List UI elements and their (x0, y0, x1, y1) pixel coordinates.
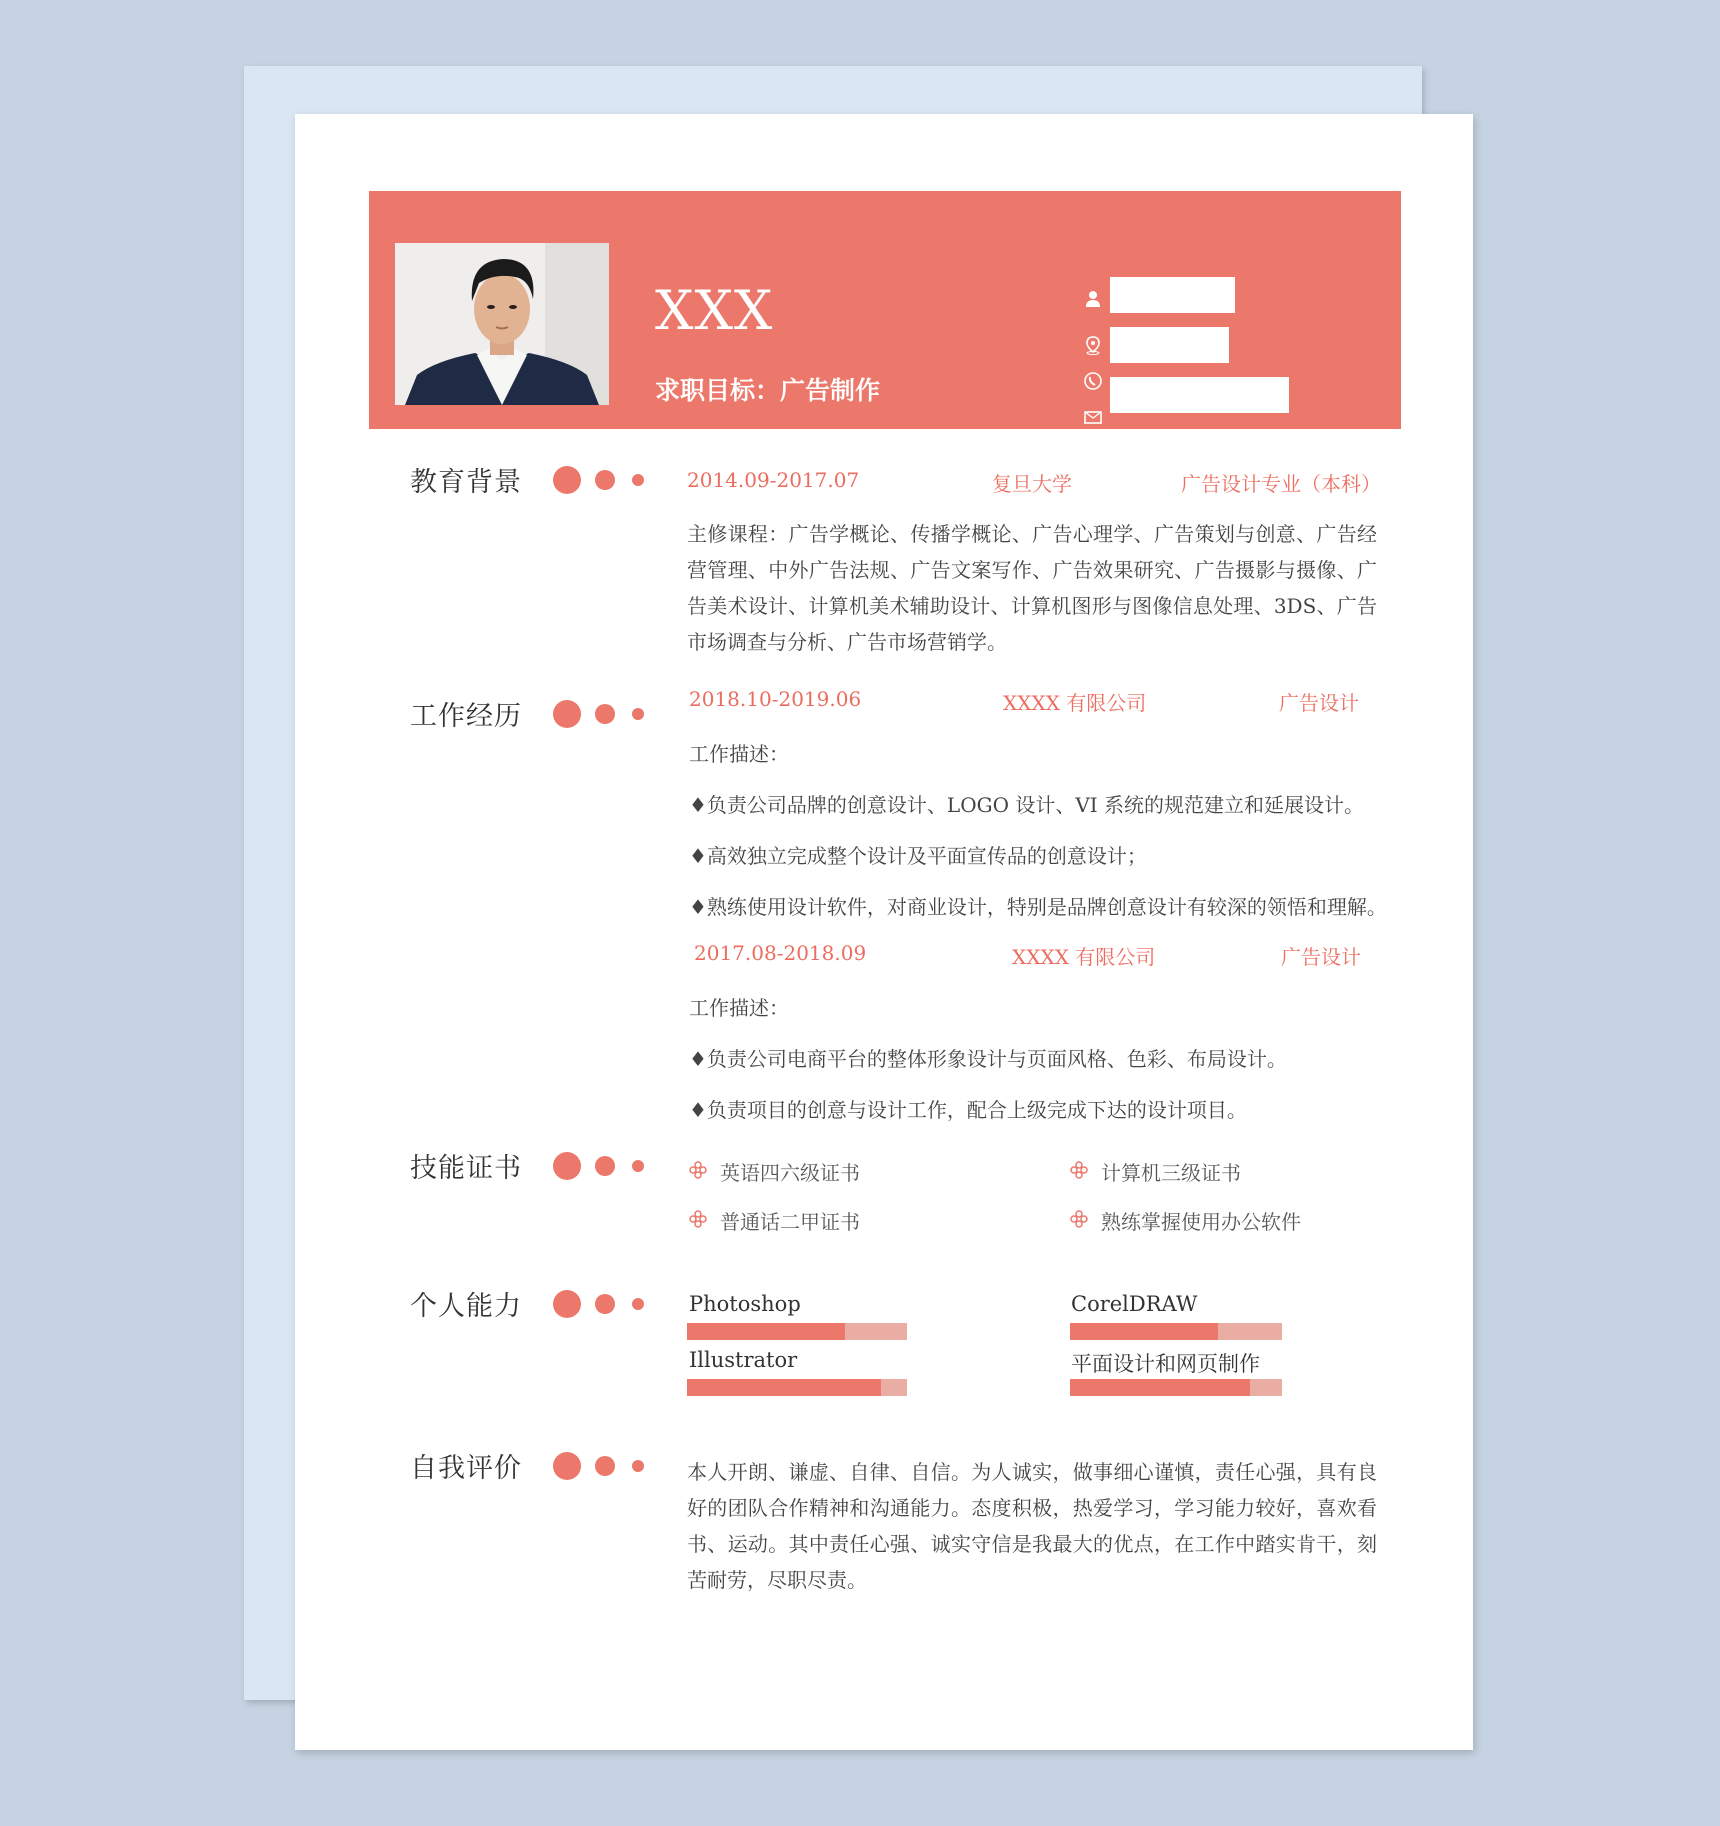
work-role: 广告设计 (1281, 945, 1361, 969)
section-dot (632, 474, 644, 486)
contact-field-address (1110, 327, 1229, 363)
location-icon (1083, 335, 1103, 355)
work-company: XXXX 有限公司 (1003, 691, 1147, 715)
work-company: XXXX 有限公司 (1012, 945, 1156, 969)
work-role: 广告设计 (1279, 691, 1359, 715)
section-title-ability: 个人能力 (410, 1291, 522, 1322)
section-dot (553, 1452, 581, 1480)
profile-photo (395, 243, 609, 405)
cert-item: 熟练掌握使用办公软件 (1101, 1210, 1301, 1234)
ability-name: Photoshop (689, 1292, 801, 1316)
section-dot (632, 1460, 644, 1472)
candidate-name: XXX (655, 279, 774, 342)
self-evaluation: 本人开朗、谦虚、自律、自信。为人诚实，做事细心谨慎，责任心强，具有良好的团队合作精神和沟通能力。态度积极，热爱学习，学习能力较好，喜欢看书、运动。其中责任心强、诚实守信是我最大的优点，在工作中踏实肯干，刻苦耐劳，尽职尽责。 (687, 1460, 1377, 1592)
work-item: ♦负责公司品牌的创意设计、LOGO 设计、VI 系统的规范建立和延展设计。 (689, 793, 1365, 817)
section-dot (632, 1298, 644, 1310)
section-title-work: 工作经历 (410, 701, 522, 732)
section-title-self: 自我评价 (410, 1453, 522, 1484)
education-courses: 主修课程：广告学概论、传播学概论、广告心理学、广告策划与创意、广告经营管理、中外广告法规、广告文案写作、广告效果研究、广告摄影与摄像、广告美术设计、计算机美术辅助设计、计算机图形与图像信息处理、3DS、广告市场调查与分析、广告市场营销学。 (687, 522, 1377, 654)
ability-bar (1070, 1323, 1282, 1340)
phone-icon (1083, 371, 1103, 391)
cert-item: 计算机三级证书 (1101, 1161, 1241, 1185)
cert-item: 普通话二甲证书 (720, 1210, 860, 1234)
flower-icon (688, 1209, 708, 1229)
job-target: 求职目标：广告制作 (655, 376, 881, 405)
section-dot (632, 708, 644, 720)
cert-item: 英语四六级证书 (720, 1161, 860, 1185)
ability-name: CorelDRAW (1071, 1292, 1198, 1316)
education-major: 广告设计专业（本科） (1181, 472, 1381, 496)
flower-icon (1069, 1160, 1089, 1180)
section-dot (553, 700, 581, 728)
contact-field-phone (1110, 377, 1289, 413)
mail-icon (1083, 407, 1103, 427)
section-dot (553, 1290, 581, 1318)
section-dot (595, 704, 615, 724)
ability-bar-fill (687, 1323, 845, 1340)
section-title-skills: 技能证书 (410, 1153, 522, 1184)
ability-bar (1070, 1379, 1282, 1396)
ability-bar-fill (1070, 1379, 1250, 1396)
ability-bar (687, 1379, 907, 1396)
work-desc-title: 工作描述： (689, 742, 789, 766)
section-title-education: 教育背景 (410, 467, 522, 498)
flower-icon (1069, 1209, 1089, 1229)
ability-name: Illustrator (689, 1348, 798, 1372)
education-period: 2014.09-2017.07 (687, 468, 860, 492)
section-dot (595, 1156, 615, 1176)
section-dot (632, 1160, 644, 1172)
work-period: 2017.08-2018.09 (694, 941, 867, 965)
work-desc-title: 工作描述： (689, 996, 789, 1020)
header-banner (369, 191, 1401, 429)
section-dot (595, 470, 615, 490)
ability-name: 平面设计和网页制作 (1071, 1352, 1260, 1376)
section-dot (553, 1152, 581, 1180)
work-period: 2018.10-2019.06 (689, 687, 862, 711)
ability-bar-fill (1070, 1323, 1218, 1340)
person-icon (1083, 289, 1103, 309)
ability-bar (687, 1323, 907, 1340)
contact-field-name (1110, 277, 1235, 313)
work-item: ♦负责公司电商平台的整体形象设计与页面风格、色彩、布局设计。 (689, 1047, 1287, 1071)
ability-bar-fill (687, 1379, 881, 1396)
work-item: ♦负责项目的创意与设计工作，配合上级完成下达的设计项目。 (689, 1098, 1247, 1122)
section-dot (595, 1456, 615, 1476)
section-dot (595, 1294, 615, 1314)
work-item: ♦熟练使用设计软件，对商业设计，特别是品牌创意设计有较深的领悟和理解。 (689, 895, 1387, 919)
work-item: ♦高效独立完成整个设计及平面宣传品的创意设计； (689, 844, 1147, 868)
section-dot (553, 466, 581, 494)
education-school: 复旦大学 (992, 472, 1072, 496)
resume-page (295, 114, 1473, 1750)
flower-icon (688, 1160, 708, 1180)
